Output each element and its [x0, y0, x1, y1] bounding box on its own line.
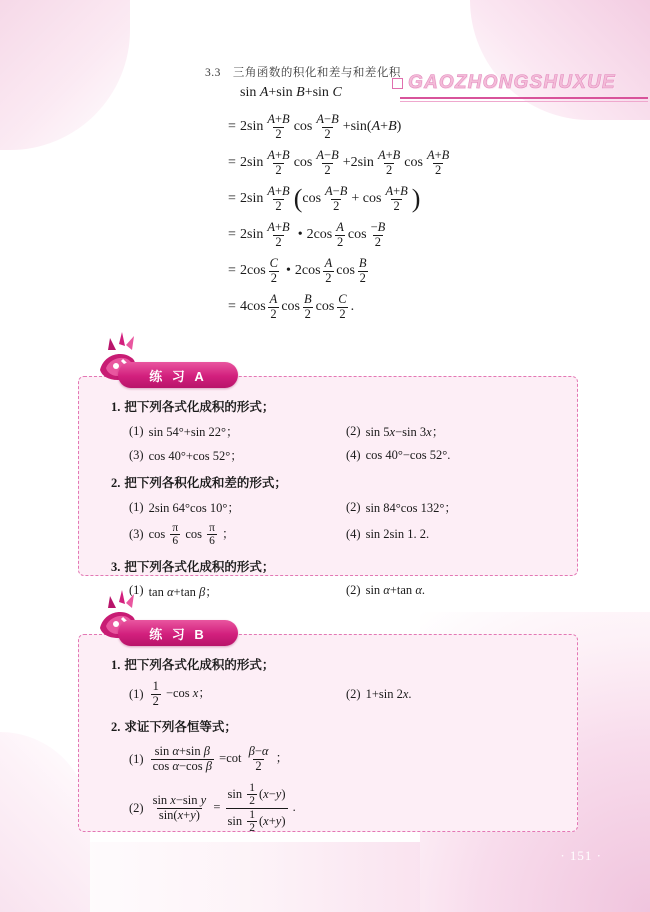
exercise-b-question-2 — [111, 717, 563, 835]
question-number: 3. — [111, 559, 121, 574]
sub-question-4 — [346, 448, 563, 463]
question-number: 2. — [111, 476, 121, 490]
derivation-line-3: = 2sin $\frac{A+B}{2}$ cos $\frac{A-B}{2}$ +2sin $\frac{A+B}{2}$ cos $\frac{A+B}{2}$ — [228, 148, 450, 177]
sub-label: (2) — [346, 583, 361, 598]
sub-text: cos 40°−cos 52°. — [365, 447, 451, 462]
exercise-a-content — [111, 397, 563, 609]
question-stem — [111, 473, 563, 491]
sub-label: (1) — [129, 423, 144, 438]
derivation-line-4: = 2sin $\frac{A+B}{2}$ ( cos $\frac{A-B}{2}$ + cos $\frac{A+B}{2}$ ) — [228, 183, 421, 213]
sub-question-3 — [129, 446, 346, 464]
sub-question-1 — [129, 745, 429, 773]
sub-text: tan α+tan β； — [148, 584, 218, 599]
sub-text: sin α+tan α. — [365, 583, 425, 598]
sub-question-1 — [129, 582, 346, 600]
exercise-b-question-1 — [111, 655, 563, 708]
sub-text: cos $\frac{\pi}{6}$ cos $\frac{\pi}{6}$ ； — [148, 522, 235, 548]
sub-question-1 — [129, 498, 346, 516]
derivation-line-6: = 2cos $\frac{C}{2}$ • 2cos $\frac{A}{2}$ cos $\frac{B}{2}$ — [228, 256, 367, 285]
exercise-a-question-1 — [111, 397, 563, 464]
sub-label: (3) — [129, 447, 144, 462]
sub-text: sin 5x−sin 3x； — [365, 425, 445, 439]
sub-label: (2) — [346, 423, 361, 438]
exercise-b-content — [111, 655, 563, 844]
question-number: 2. — [111, 720, 121, 734]
header-section — [205, 64, 401, 80]
sub-text: sin 2sin 1. 2. — [365, 527, 430, 542]
derivation-line-5: = 2sin $\frac{A+B}{2}$ • 2cos $\frac{A}{2}$ cos $\frac{-B}{2}$ — [228, 220, 386, 249]
sub-question-row — [111, 742, 563, 776]
decorative-corner-bottom-left — [0, 732, 90, 912]
exercise-a-question-2 — [111, 473, 563, 548]
sub-question-row — [111, 498, 563, 516]
sub-question-row — [111, 582, 563, 600]
header-section-number: 3.3 — [205, 67, 221, 79]
question-text: 求证下列各恒等式； — [124, 720, 237, 734]
question-stem — [111, 397, 563, 415]
exercise-b-box — [78, 634, 578, 835]
derivation-line-1: sin A+sin B+sin C — [240, 84, 342, 100]
sub-question-row — [111, 522, 563, 548]
header-wordart: GAOZHONGSHUXUE — [408, 72, 616, 93]
question-stem — [111, 717, 563, 735]
sub-text: sin 84°cos 132°； — [365, 501, 457, 515]
exercise-a-question-3 — [111, 557, 563, 600]
sub-text: sin 54°+sin 22°； — [148, 425, 239, 439]
sub-text: 1+sin 2x. — [365, 686, 412, 701]
sub-question-row — [111, 782, 563, 835]
sub-question-2 — [346, 583, 563, 598]
exercise-a-tab — [118, 362, 238, 388]
sub-label: (1) — [129, 499, 144, 514]
sub-label: (1) — [129, 583, 144, 598]
exercise-a-tab-label: 练 习 A — [149, 369, 207, 384]
question-number: 1. — [111, 400, 121, 414]
sub-question-1 — [129, 422, 346, 440]
sub-label: (2) — [346, 686, 361, 701]
exercise-b-tab — [118, 620, 238, 646]
question-text: 把下列各式化成积的形式； — [124, 559, 275, 574]
question-text: 把下列各式化成积的形式； — [124, 400, 275, 414]
sub-text: $\frac{\text{sin α+sin β}}{\text{cos α−cos β}}$ =cot $\frac{\beta-\alpha}{2}$ ； — [152, 744, 289, 773]
decorative-corner-top-left — [0, 0, 130, 150]
question-stem — [111, 655, 563, 673]
sub-question-row — [111, 446, 563, 464]
sub-label: (1) — [129, 686, 144, 701]
derivation-block — [228, 84, 453, 328]
sub-text: $\frac{\text{sin x−sin y}}{\sin(x+y)}$ = sin $\frac{1}{2}$ (x−y) sin $\frac{1}{2}$ (x+y) . — [152, 782, 296, 835]
question-number: 1. — [111, 658, 121, 672]
sub-label: (4) — [346, 527, 361, 542]
sub-label: (2) — [129, 800, 144, 815]
derivation-line-7: = 4cos $\frac{A}{2}$ cos $\frac{B}{2}$ cos $\frac{C}{2}$ . — [228, 292, 355, 321]
sub-question-4 — [346, 527, 563, 542]
sub-label: (2) — [346, 499, 361, 514]
sub-question-2 — [346, 498, 563, 516]
sub-label: (1) — [129, 751, 144, 766]
question-stem — [111, 557, 563, 575]
sub-question-2 — [129, 782, 469, 835]
sub-question-2 — [346, 687, 563, 702]
sub-question-3 — [129, 522, 346, 548]
header-section-title: 三角函数的积化和差与和差化积 — [232, 67, 401, 79]
sub-question-1 — [129, 680, 346, 708]
exercise-a-box — [78, 376, 578, 599]
sub-question-2 — [346, 422, 563, 440]
sub-question-row — [111, 422, 563, 440]
question-text: 把下列各积化成和差的形式； — [124, 476, 287, 490]
page-number: · 151 · — [560, 848, 602, 863]
sub-text: 2sin 64°cos 10°； — [148, 501, 240, 515]
sub-text: $\frac{1}{2}$ −cos x； — [152, 679, 211, 708]
sub-text: cos 40°+cos 52°； — [148, 449, 243, 463]
sub-label: (3) — [129, 527, 144, 542]
sub-question-row — [111, 680, 563, 708]
derivation-line-2: = 2sin $\frac{A+B}{2}$ cos $\frac{A-B}{2}$ +sin(A+B) — [228, 112, 402, 141]
sub-label: (4) — [346, 447, 361, 462]
question-text: 把下列各式化成积的形式； — [124, 658, 275, 672]
exercise-b-tab-label: 练 习 B — [149, 627, 207, 642]
